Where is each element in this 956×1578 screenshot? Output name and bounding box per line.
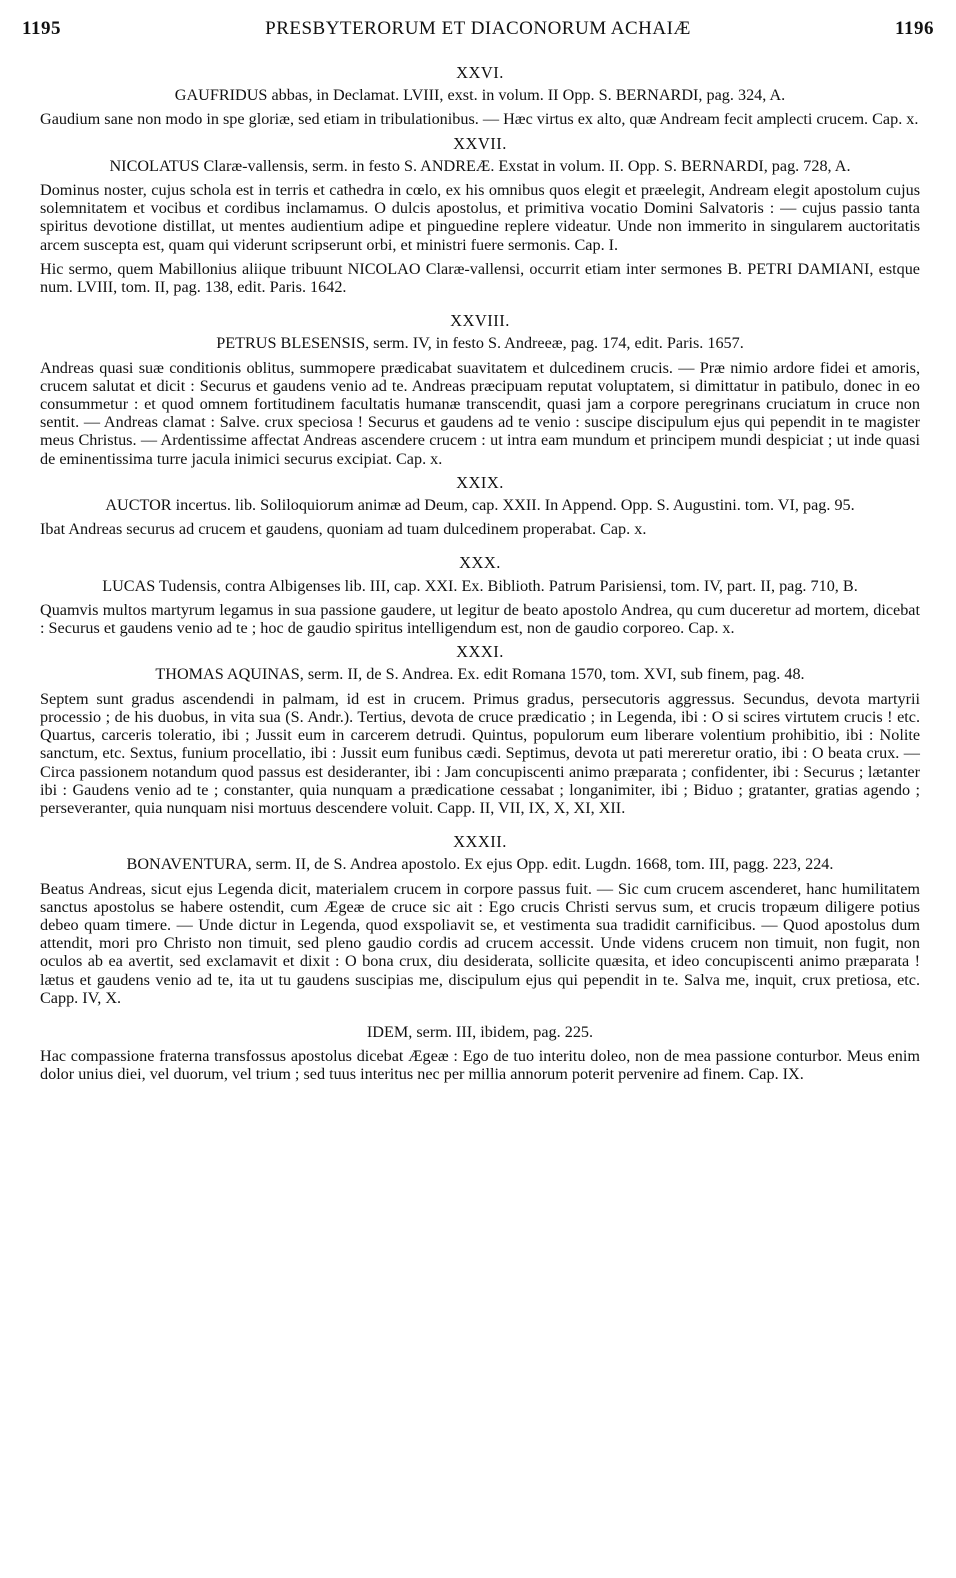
section-number: XXXI. xyxy=(456,642,504,662)
section-xxx xyxy=(40,554,920,637)
paragraph: Gaudium sane non modo in spe gloriæ, sed etiam in tribulationibus. — Hæc virtus ex alto, quæ Andream fecit amplecti crucem. Cap. x. xyxy=(40,110,919,129)
section-source: PETRUS BLESENSIS, serm. IV, in festo S. Andreeæ, pag. 174, edit. Paris. 1657. xyxy=(216,334,744,353)
paragraph: Dominus noster, cujus schola est in terris et cathedra in cœlo, ex his omnibus quos elegit et præelegit, Andream elegit apostolum cujus solemnitatem et vocibus et cordibus inclamamus. O dulcis apostolus, et primitiva vocatio Domini Salvatoris : — cujus passio tanta spiritus devotione distillat, ut mentes audientium adipe et pinguedine replere videatur. Unde non immerito in singularem auctoritatis arcem suscepta est, quam qui viderunt scripserunt orbi, et ministri fuere sermonis. Cap. I. xyxy=(40,181,920,254)
section-number: XXX. xyxy=(459,553,501,573)
section-xxxi xyxy=(40,643,920,817)
paragraph: Hac compassione fraterna transfossus apostolus dicebat Ægeæ : Ego de tuo interitu doleo, non de mea passione conturbor. Meus enim dolor unius diei, vel duorum, vel trium ; sed tuus interitus nec per millia annorum poterit pervenire ad finem. Cap. IX. xyxy=(40,1047,920,1084)
section-xxviii xyxy=(40,312,920,468)
section-idem xyxy=(40,1023,920,1084)
section-source: THOMAS AQUINAS, serm. II, de S. Andrea. Ex. edit Romana 1570, tom. XVI, sub finem, pag. 48. xyxy=(155,665,805,684)
section-xxix xyxy=(40,474,920,539)
section-source: LUCAS Tudensis, contra Albigenses lib. III, cap. XXI. Ex. Biblioth. Patrum Parisiensi, tom. IV, part. II, pag. 710, B. xyxy=(102,576,858,595)
section-number: XXVI. xyxy=(456,63,504,82)
section-number: XXVIII. xyxy=(450,311,510,331)
paragraph: Hic sermo, quem Mabillonius aliique tribuunt NICOLAO Claræ-vallensi, occurrit etiam inter sermones B. PETRI DAMIANI, estque num. LVIII, tom. II, pag. 138, edit. Paris. 1642. xyxy=(40,259,920,297)
paragraph: Quamvis multos martyrum legamus in sua passione gaudere, ut legitur de beato apostolo Andrea, qu cum duceretur ad mortem, dicebat : Securus et gaudens venio ad te ; hoc de gaudio spiritus intelligendum est, non de gaudio corporeo. Cap. x. xyxy=(40,600,920,638)
section-number: XXIX. xyxy=(456,472,504,492)
section-source: BONAVENTURA, serm. II, de S. Andrea apostolo. Ex ejus Opp. edit. Lugdn. 1668, tom. III, pagg. 223, 224. xyxy=(126,855,834,874)
section-source: NICOLATUS Claræ-vallensis, serm. in festo S. ANDREÆ. Exstat in volum. II. Opp. S. BERNARDI, pag. 728, A. xyxy=(109,156,851,175)
section-xxvii xyxy=(40,135,920,297)
section-number: XXVII. xyxy=(453,133,507,153)
running-header xyxy=(22,18,934,42)
section-source: AUCTOR incertus. lib. Soliloquiorum animæ ad Deum, cap. XXII. In Append. Opp. S. Augustini. tom. VI, pag. 95. xyxy=(105,496,855,515)
paragraph: Andreas quasi suæ conditionis oblitus, summopere prædicabat suavitatem et dulcedinem crucis. — Præ nimio ardore fidei et amoris, crucem salutat et dicit : Securus et gaudens venio ad te. Andreas præcipuam reputat voluptatem, si dimittatur in patibulo, donec in eo consummetur : et quod omnem fortitudinem facultatis humanæ transcendit, quasi jam a corpore peregrinans cruciatum in cruce non sentit. — Andreas clamat : Salve. crux speciosa ! Securus et gaudens ad te venio : suscipe discipulum ejus qui pependit in te magister meus Christus. — Ardentissime affectat Andreas ascendere crucem : ut intra eam mundum et principem mundi despiciat ; ut inde quasi de eminentissima turre jacula inimici securus excipiat. Cap. x. xyxy=(40,358,920,468)
section-number: XXXII. xyxy=(453,832,507,852)
running-title: PRESBYTERORUM ET DIACONORUM ACHAIÆ xyxy=(265,18,691,39)
paragraph: Ibat Andreas securus ad crucem et gaudens, quoniam ad tuam dulcedinem properabat. Cap. x. xyxy=(40,520,647,539)
page-number-right: 1196 xyxy=(895,18,934,39)
section-xxxii xyxy=(40,833,920,1007)
section-xxvi xyxy=(40,64,920,129)
paragraph: Beatus Andreas, sicut ejus Legenda dicit, materialem crucem in corpore passus fuit. — Sic cum crucem ascenderet, hanc humilitatem sanctus apostolus se habere ostendit, cum Ægeæ de cruce sic ait : Ego crucis Christi servus sum, et crucis tropæum diligere potius debeo quam timere. — Unde dictur in Legenda, quod exspoliavit se, et vestimenta sua tradidit carnificibus. — Quod apostolus dum attendit, mori pro Christo non timuit, sed pleno gaudio cordis ad crucem accessit. Unde videns crucem non timuit, non fugit, non oculos ab ea avertit, sed exclamavit et dixit : O bona crux, diu desiderata, sollicite quæsita, et ideo concupiscenti animo præparata ! lætus et gaudens venio ad te, ita ut tu gaudens suscipias me, discipulum ejus qui pependit in te. Salva me, inquit, crux pretiosa, etc. Capp. IV, X. xyxy=(40,879,920,1007)
section-source: IDEM, serm. III, ibidem, pag. 225. xyxy=(366,1022,594,1041)
paragraph: Septem sunt gradus ascendendi in palmam, id est in crucem. Primus gradus, persecutoris aggressus. Secundus, devota martyrii processio ; de his duobus, in vita sua (S. Andr.). Tertius, devota de cruce prædicatio ; in Legenda, ibi : O si scires virtutem crucis ! etc. Quartus, carceris toleratio, ibi ; Jussit eum in carcerem detrudi. Quintus, populorum eum liberare volentium prohibitio, ibi : Nolite sanctum, etc. Sextus, funium procellatio, ibi : Jussit eum funibus cædi. Septimus, devota ut pati mereretur oratio, ibi : O beata crux. — Circa passionem notandum quod passus est desideranter, ibi : Jam concupiscenti animo præparata ; confidenter, ibi : Securus ; lætanter ibi : Gaudens venio ad te ; constanter, quia nunquam a prædicatione cessabat ; longanimiter, ibi ; Biduo ; gratanter, gratias agendo ; perseveranter, quia nunquam nisi mortuus descendere voluit. Capp. II, VII, IX, X, XI, XII. xyxy=(40,689,920,817)
section-source: GAUFRIDUS abbas, in Declamat. LVIII, exst. in volum. II Opp. S. BERNARDI, pag. 324, A. xyxy=(174,86,786,105)
body-text xyxy=(40,64,920,1090)
page-number-left: 1195 xyxy=(22,18,61,39)
